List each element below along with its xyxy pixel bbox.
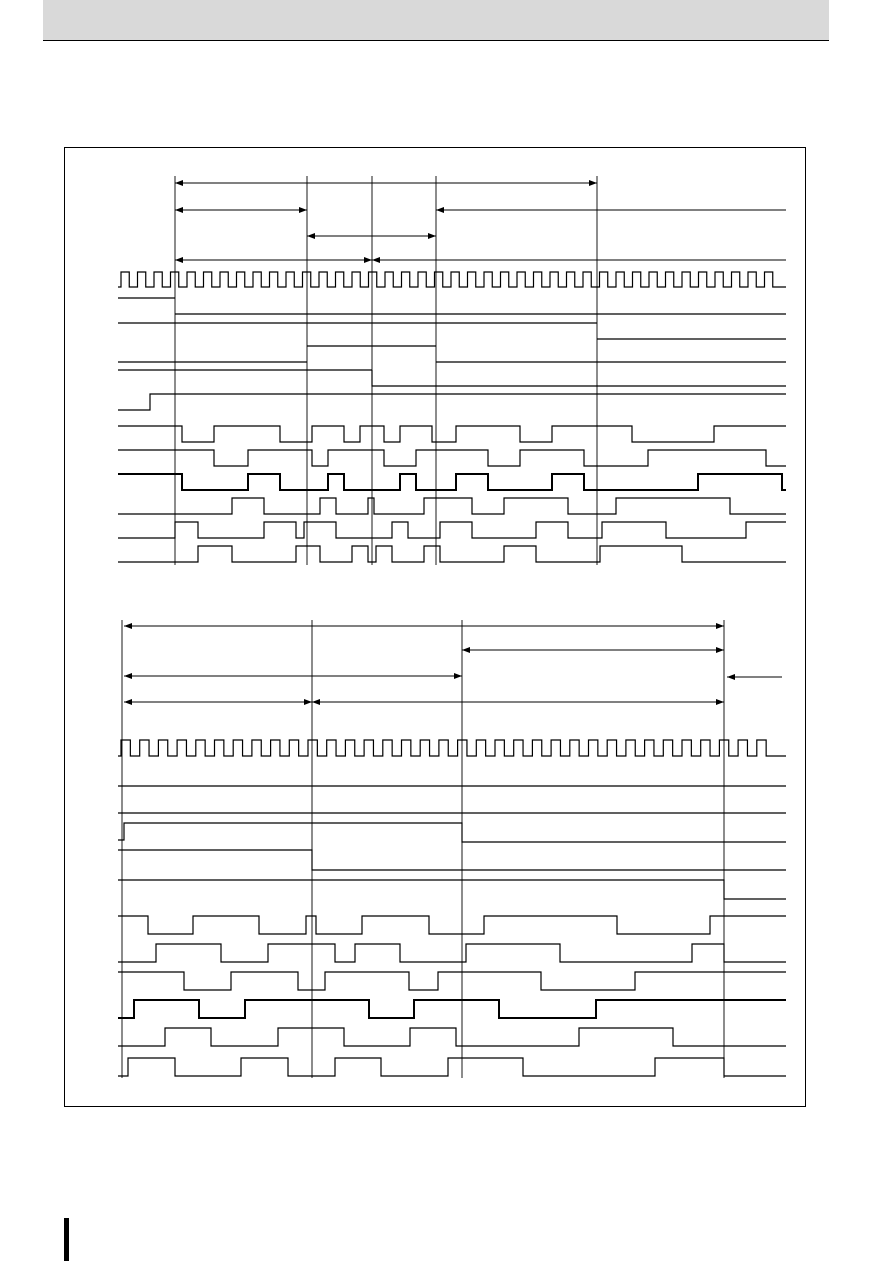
lower-interval-arrow-6-head-left: [312, 699, 320, 705]
lower-phase-signal-3: [118, 972, 786, 990]
upper-interval-arrow-1-head-right: [589, 180, 597, 186]
lower-interval-arrow-3-head-left: [124, 673, 132, 679]
lower-phase-signal-6: [118, 1058, 786, 1076]
upper-interval-arrow-2-head-right: [299, 207, 307, 213]
upper-timing-panel: [118, 176, 786, 565]
lower-phase-signal-1: [118, 916, 786, 934]
lower-interval-arrow-4-head-left: [727, 674, 735, 680]
lower-clock-signal: [118, 740, 786, 756]
lower-interval-arrow-3-head-right: [454, 673, 462, 679]
upper-clock-signal: [118, 272, 786, 287]
upper-interval-arrow-2-head-left: [175, 207, 183, 213]
lower-phase-signal-5: [118, 1028, 786, 1046]
lower-signal-step-1: [118, 823, 786, 842]
lower-interval-arrow-6-head-right: [716, 699, 724, 705]
lower-interval-arrow-1-head-right: [716, 623, 724, 629]
upper-interval-arrow-5-head-left: [175, 257, 183, 263]
upper-phase-signal-2: [118, 450, 786, 466]
lower-timing-panel: [118, 620, 786, 1078]
upper-phase-signal-1: [118, 426, 786, 442]
upper-phase-signal-3: [118, 474, 786, 490]
upper-phase-signal-5: [118, 522, 786, 538]
upper-interval-arrow-4-head-left: [307, 233, 315, 239]
upper-interval-arrow-1-head-left: [175, 180, 183, 186]
lower-interval-arrow-5-head-right: [304, 699, 312, 705]
upper-interval-arrow-6-head-left: [372, 257, 380, 263]
upper-interval-arrow-3-head-left: [436, 207, 444, 213]
upper-phase-signal-6: [118, 546, 786, 562]
upper-phase-signal-4: [118, 498, 786, 514]
lower-interval-arrow-2-head-right: [716, 647, 724, 653]
lower-interval-arrow-2-head-left: [462, 647, 470, 653]
lower-signal-step-2: [118, 850, 786, 870]
upper-signal-step: [372, 370, 436, 386]
lower-phase-signal-2: [118, 944, 786, 962]
lower-signal-step-3: [118, 880, 786, 899]
lower-phase-signal-4: [118, 1000, 786, 1018]
lower-interval-arrow-1-head-left: [124, 623, 132, 629]
upper-interval-arrow-4-head-right: [428, 233, 436, 239]
upper-interval-arrow-5-head-right: [364, 257, 372, 263]
upper-enable-signal: [118, 394, 786, 410]
lower-interval-arrow-5-head-left: [124, 699, 132, 705]
